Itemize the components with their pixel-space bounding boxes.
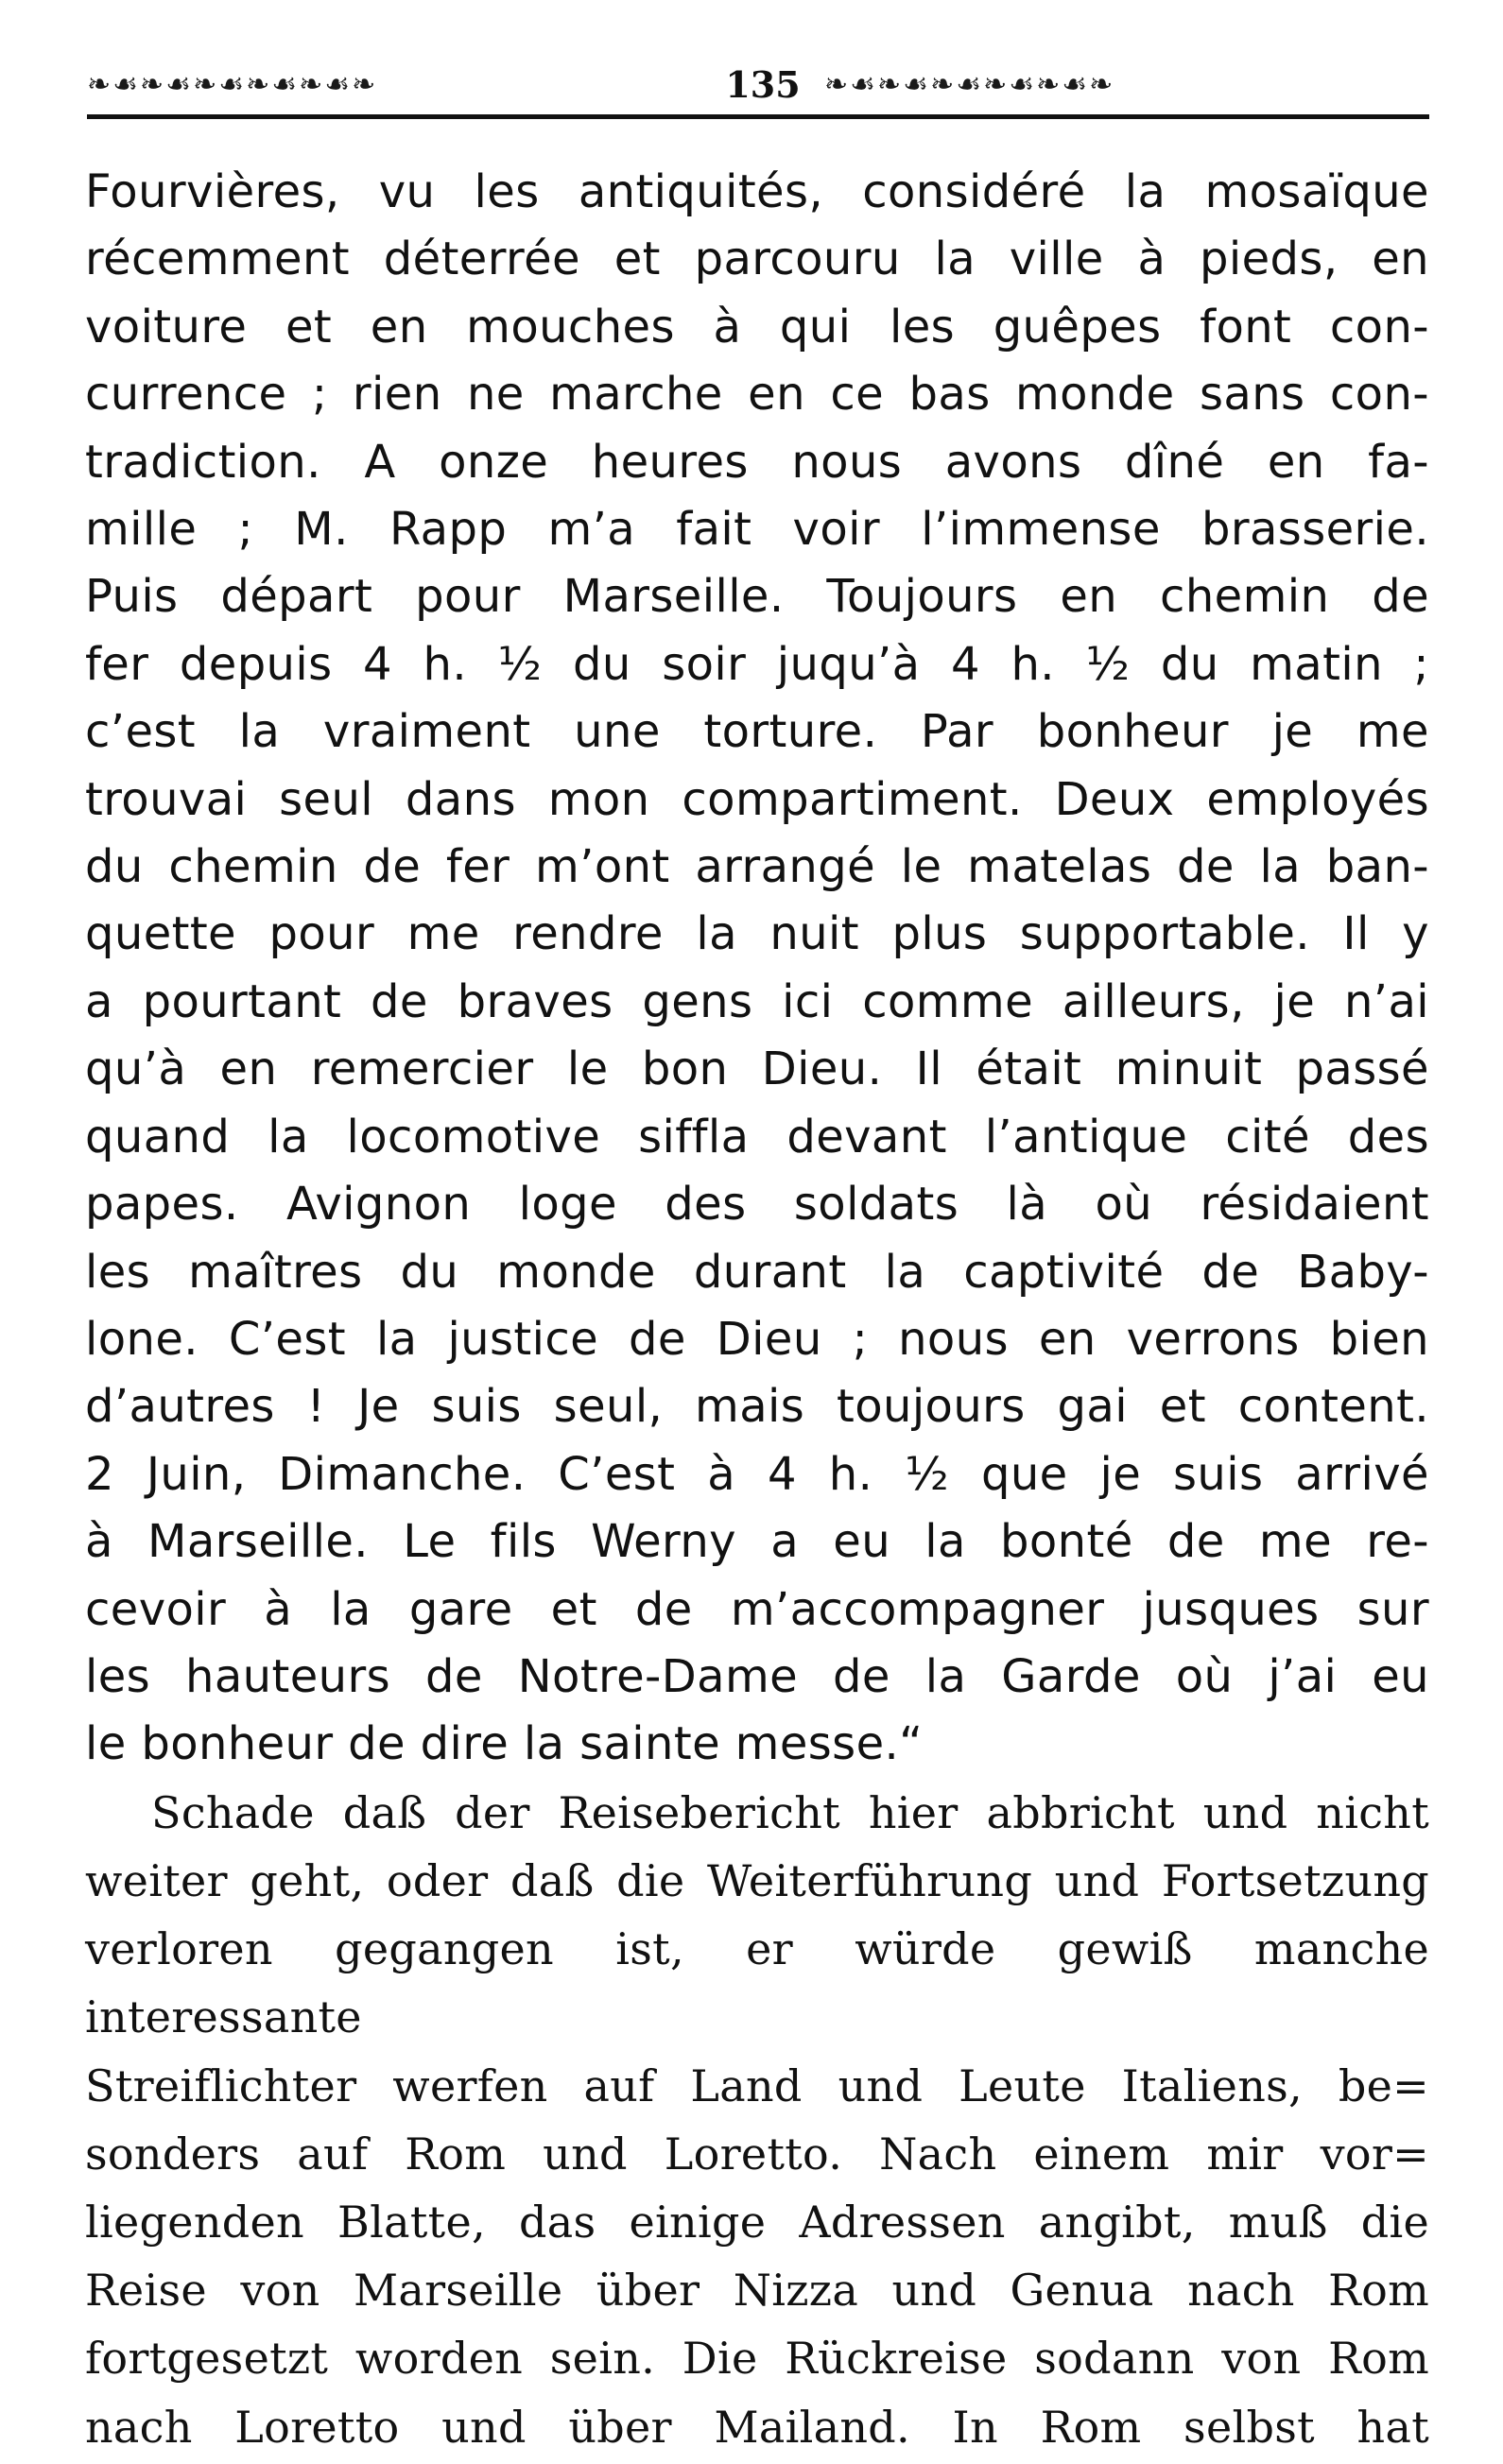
text-line: d’autres ! Je suis seul, mais toujours gai et content. [85,1380,1429,1434]
text-line: le bonheur de dire la sainte messe.“ [85,1717,924,1771]
paragraph-french [85,159,1429,1779]
text-line: voiture et en mouches à qui les guêpes font con- [85,300,1429,353]
text-line: qu’à en remercier le bon Dieu. Il était minuit passé [85,1042,1429,1096]
text-line: papes. Avignon loge des soldats là où résidaient [85,1178,1429,1232]
text-line: Schade daß der Reisebericht hier abbricht und nicht [151,1786,1429,1838]
text-line: du chemin de fer m’ont arrangé le matelas de la ban- [85,840,1429,894]
text-line: Reise von Marseille über Nizza und Genua nach Rom [85,2265,1429,2317]
text-line: weiter geht, oder daß die Weiterführung und Fortsetzung [85,1854,1429,1906]
paragraph-german [85,1779,1429,2461]
text-line: Streiflichter werfen auf Land und Leute Italiens, be= [85,2059,1429,2111]
text-line: les hauteurs de Notre-Dame de la Garde où j’ai eu [85,1649,1429,1703]
text-line: nach Loretto und über Mailand. In Rom selbst hat [85,2401,1429,2453]
text-line: quette pour me rendre la nuit plus supportable. Il y [85,907,1429,961]
text-line: lone. C’est la justice de Dieu ; nous en verrons bien [85,1312,1429,1366]
text-line: tradiction. A onze heures nous avons dîné en fa- [85,435,1429,489]
text-line: Puis départ pour Marseille. Toujours en chemin de [85,570,1429,624]
text-line: fer depuis 4 h. ½ du soir juqu’à 4 h. ½ du matin ; [85,637,1429,691]
header-rule [87,114,1429,119]
text-line: les maîtres du monde durant la captivité de Baby- [85,1245,1429,1299]
text-line: récemment déterrée et parcouru la ville à pieds, en [85,233,1429,286]
text-line: Fourvières, vu les antiquités, considéré la mosaïque [85,165,1429,218]
text-line: sonders auf Rom und Loretto. Nach einem mir vor= [85,2128,1429,2180]
text-line: à Marseille. Le fils Werny a eu la bonté de me re- [85,1515,1429,1569]
page-number: 135 [725,63,801,106]
text-line: cevoir à la gare et de m’accompagner jusques sur [85,1582,1429,1636]
ornament-right: ❧☙❧☙❧☙❧☙❧☙❧ [824,67,1115,101]
body-text [85,159,1429,2461]
text-line: 2 Juin, Dimanche. C’est à 4 h. ½ que je suis arrivé [85,1447,1429,1501]
text-line: mille ; M. Rapp m’a fait voir l’immense brasserie. [85,503,1429,557]
text-line: verloren gegangen ist, er würde gewiß manche interessante [85,1923,1429,2043]
text-line: currence ; rien ne marche en ce bas monde sans con- [85,368,1429,422]
text-line: liegenden Blatte, das einige Adressen angibt, muß die [85,2196,1429,2248]
text-line: a pourtant de braves gens ici comme ailleurs, je n’ai [85,974,1429,1028]
text-line: quand la locomotive siffla devant l’antique cité des [85,1110,1429,1163]
text-line: trouvai seul dans mon compartiment. Deux employés [85,772,1429,826]
text-line: c’est la vraiment une torture. Par bonheur je me [85,705,1429,759]
running-header [87,52,1429,128]
text-line: fortgesetzt worden sein. Die Rückreise sodann von Rom [85,2333,1429,2385]
ornament-left: ❧☙❧☙❧☙❧☙❧☙❧ [87,67,378,101]
